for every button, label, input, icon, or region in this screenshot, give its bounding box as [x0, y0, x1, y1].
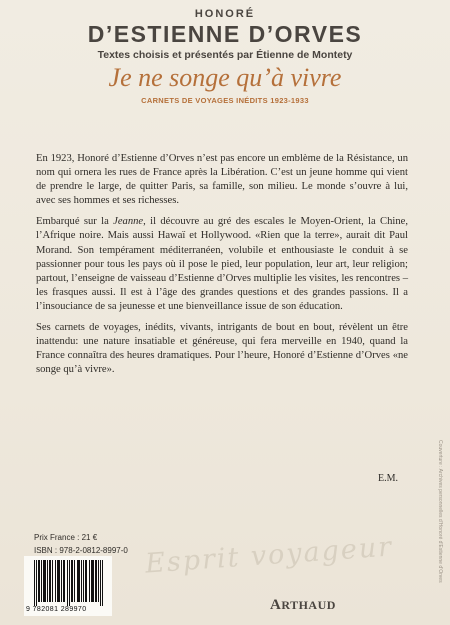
cover-credits-text: Couverture : Archives personnelles d’Honoré d’Estienne d’Orves [437, 440, 443, 583]
cover-credits [434, 440, 444, 620]
ship-name: Jeanne [113, 216, 144, 228]
book-subtitle: CARNETS DE VOYAGES INÉDITS 1923-1933 [141, 96, 309, 105]
isbn-label: ISBN : 978-2-0812-8997-0 [34, 546, 128, 555]
barcode-number: 9 782081 289970 [26, 606, 87, 613]
signature: E.M. [378, 473, 398, 484]
editor-name: Étienne de Montety [256, 49, 353, 61]
p2-before: Embarqué sur la [36, 216, 114, 228]
publisher-initial: A [270, 597, 282, 613]
cover-header [0, 6, 450, 105]
editor-line [0, 49, 450, 61]
editor-prefix: Textes choisis et présentés par [97, 49, 257, 61]
blurb [36, 152, 408, 384]
barcode-bars [34, 560, 104, 606]
publisher-rest: RTHAUD [281, 598, 336, 612]
p2-after: , il découvre au gré des escales le Moyen-Orient, la Chine, l’Afrique noire. Mais aussi Hawaï et Hollywood. «Rien que la terre», aurait dit Paul Morand. Son tempérament méditerranéen, volubile et enthousiaste le conduit à se passionner pour tous les pays où il pose le pied, leur population, leur art, leur religion; partout, l’enseigne de vaisseau d’Estienne d’Orves multiplie les visites, les rencontres – les frasques aussi. Il est à l’âge des grandes questions et des grandes passions. Il a l’insouciance de sa jeunesse et une bienveillance issue de son éducation. [36, 216, 408, 312]
blurb-paragraph-1: En 1923, Honoré d’Estienne d’Orves n’est pas encore un emblème de la Résistance, un nom qui ornera les rues de France après la Libération. C’est un jeune homme qui vient de prendre le large, de quitter Paris, sa famille, son milieu. Le monde s’ouvre à lui, avec ses hommes et ses richesses. [36, 153, 408, 207]
collection-name: Esprit voyageur [144, 531, 395, 580]
blurb-paragraph-2 [36, 215, 408, 314]
author-last-name: D’ESTIENNE D’ORVES [87, 21, 363, 47]
price-label: Prix France : 21 € [34, 533, 98, 542]
barcode [24, 556, 112, 616]
book-title: Je ne songe qu’à vivre [108, 63, 342, 92]
price-block [34, 531, 128, 557]
author-first-name: HONORÉ [194, 8, 256, 20]
blurb-paragraph-3: Ses carnets de voyages, inédits, vivants, intrigants de bout en bout, révèlent un être inattendu: une nature insatiable et généreuse, qui fera merveille en 1940, quand la France connaîtra des heures dramatiques. Pour l’heure, Honoré d’Estienne d’Orves «ne songe qu’à vivre». [36, 322, 408, 376]
publisher-logo [270, 597, 336, 614]
